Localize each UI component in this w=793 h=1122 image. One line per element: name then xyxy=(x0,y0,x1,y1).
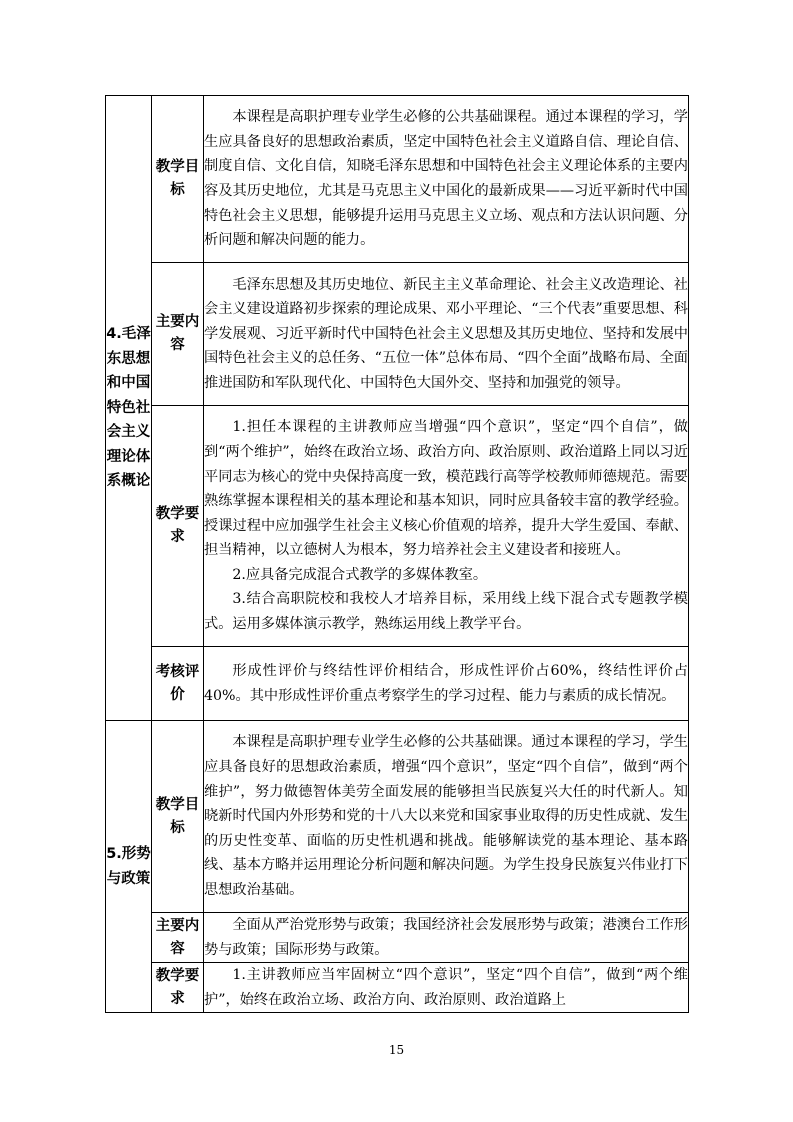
field-label: 考核评价 xyxy=(152,647,204,721)
content-cell xyxy=(204,721,689,913)
field-label: 主要内容 xyxy=(152,913,204,963)
content-cell xyxy=(204,96,689,263)
paragraph: 本课程是高职护理专业学生必修的公共基础课程。通过本课程的学习，学生应具备良好的思想政治素质，坚定中国特色社会主义道路自信、理论自信、制度自信、文化自信，知晓毛泽东思想和中国特色社会主义理论体系的主要内容及其历史地位，尤其是马克思主义中国化的最新成果——习近平新时代中国特色社会主义思想，能够提升运用马克思主义立场、观点和方法认识问题、分析问题和解决问题的能力。 xyxy=(204,109,688,249)
paragraph: 1.担任本课程的主讲教师应当增强“四个意识”，坚定“四个自信”，做到“两个维护”，始终在政治立场、政治方向、政治原则、政治道路上同以习近平同志为核心的党中央保持高度一致，模范践行高等学校教师师德规范。需要熟练掌握本课程相关的基本理论和基本知识，同时应具备较丰富的教学经验。授课过程中应加强学生社会主义核心价值观的培养，提升大学生爱国、奉献、担当精神，以立德树人为根本，努力培养社会主义建设者和接班人。 xyxy=(204,419,688,559)
course-name-cell: 4.毛泽东思想和中国特色社会主义理论体系概论 xyxy=(106,96,152,721)
field-label: 教学目标 xyxy=(152,96,204,263)
table-row xyxy=(106,913,689,963)
course-table xyxy=(105,95,689,1013)
course-name-cell: 5.形势与政策 xyxy=(106,721,152,1013)
field-label: 主要内容 xyxy=(152,263,204,406)
paragraph: 1.主讲教师应当牢固树立“四个意识”，坚定“四个自信”，做到“两个维护”，始终在政治立场、政治方向、政治原则、政治道路上 xyxy=(204,967,688,1008)
paragraph: 毛泽东思想及其历史地位、新民主主义革命理论、社会主义改造理论、社会主义建设道路初步探索的理论成果、邓小平理论、“三个代表”重要思想、科学发展观、习近平新时代中国特色社会主义思想及其历史地位、坚持和发展中国特色社会主义的总任务、“五位一体”总体布局、“四个全面”战略布局、全面推进国防和军队现代化、中国特色大国外交、坚持和加强党的领导。 xyxy=(204,276,688,391)
content-cell xyxy=(204,406,689,647)
table-row xyxy=(106,963,689,1013)
content-cell xyxy=(204,647,689,721)
page-number: 15 xyxy=(388,1043,405,1057)
table-row xyxy=(106,721,689,913)
paragraph: 形成性评价与终结性评价相结合，形成性评价占60%，终结性评价占40%。其中形成性评价重点考察学生的学习过程、能力与素质的成长情况。 xyxy=(204,662,688,704)
table-row xyxy=(106,406,689,647)
content-cell xyxy=(204,913,689,963)
content-cell xyxy=(204,963,689,1013)
table-row xyxy=(106,263,689,406)
paragraph: 2.应具备完成混合式教学的多媒体教室。 xyxy=(232,566,488,583)
paragraph: 全面从严治党形势与政策；我国经济社会发展形势与政策；港澳台工作形势与政策；国际形势与政策。 xyxy=(204,917,688,958)
field-label: 教学目标 xyxy=(152,721,204,913)
table-row xyxy=(106,96,689,263)
field-label: 教学要求 xyxy=(152,406,204,647)
paragraph: 3.结合高职院校和我校人才培养目标，采用线上线下混合式专题教学模式。运用多媒体演示教学，熟练运用线上教学平台。 xyxy=(204,591,688,633)
field-label: 教学要求 xyxy=(152,963,204,1013)
content-cell xyxy=(204,263,689,406)
table-row xyxy=(106,647,689,721)
paragraph: 本课程是高职护理专业学生必修的公共基础课。通过本课程的学习，学生应具备良好的思想政治素质，增强“四个意识”，坚定“四个自信”，做到“两个维护”，努力做德智体美劳全面发展的能够担当民族复兴大任的时代新人。知晓新时代国内外形势和党的十八大以来党和国家事业取得的历史性成就、发生的历史性变革、面临的历史性机遇和挑战。能够解读党的基本理论、基本路线、基本方略并运用理论分析问题和解决问题。为学生投身民族复兴伟业打下思想政治基础。 xyxy=(204,734,688,898)
